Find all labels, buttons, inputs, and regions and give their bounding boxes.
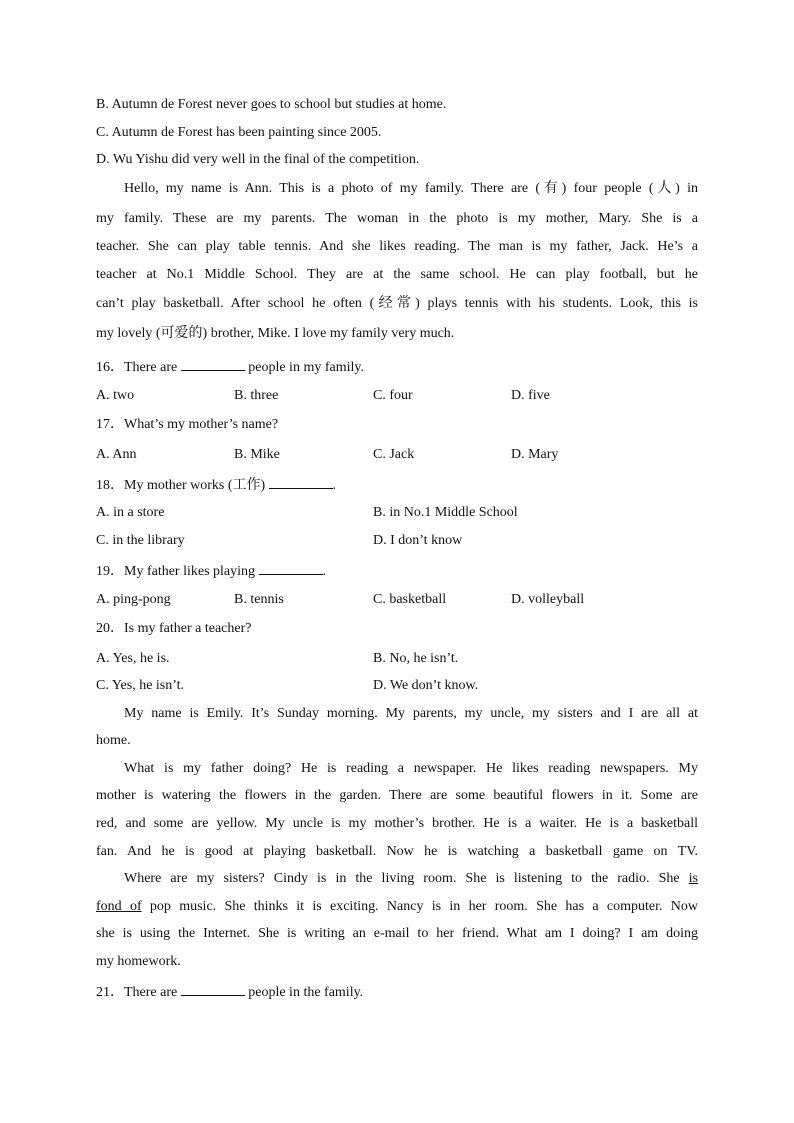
- question-18: [96, 475, 698, 495]
- option-a: A. Yes, he is.: [96, 651, 170, 666]
- answer-blank[interactable]: [259, 561, 323, 575]
- option-c: C. Jack: [373, 447, 415, 462]
- answer-blank[interactable]: [181, 357, 245, 371]
- question-text: people in my family.: [244, 360, 364, 375]
- question-number: 20．: [96, 621, 124, 636]
- passage1-line: teacher at No.1 Middle School. They are at the same school. He can play football, but he: [96, 267, 698, 282]
- option-b: B. tennis: [234, 592, 284, 607]
- question-text: .: [332, 478, 337, 493]
- question-number: 19．: [96, 564, 124, 579]
- option-b: B. No, he isn’t.: [373, 651, 459, 666]
- underlined-phrase: is: [688, 871, 698, 886]
- passage2-line: she is using the Internet. She is writing an e-mail to her friend. What am I doing? I am doing: [96, 926, 698, 941]
- question-text: My father likes playing: [124, 564, 259, 579]
- option-d: D. I don’t know: [373, 533, 463, 548]
- option-a: A. ping-pong: [96, 592, 171, 607]
- passage2-line: What is my father doing? He is reading a newspaper. He likes reading newspapers. My: [124, 761, 698, 776]
- question-number: 16．: [96, 360, 124, 375]
- option-b: B. three: [234, 388, 279, 403]
- option-a: A. Ann: [96, 447, 137, 462]
- option-a: A. in a store: [96, 505, 165, 520]
- question-16: [96, 357, 698, 377]
- option-b: B. in No.1 Middle School: [373, 505, 518, 520]
- option-a: A. two: [96, 388, 135, 403]
- passage2-line: [124, 870, 698, 888]
- option-d: D. volleyball: [511, 592, 585, 607]
- option-d: D. five: [511, 388, 550, 403]
- option-d: D. We don’t know.: [373, 678, 479, 693]
- question-19: [96, 561, 698, 581]
- question-text: people in the family.: [244, 985, 364, 1000]
- prev-option-b: B. Autumn de Forest never goes to school but studies at home.: [96, 97, 447, 112]
- question-number: 17．: [96, 417, 124, 432]
- question-text: What’s my mother’s name?: [124, 417, 279, 432]
- question-20: [96, 620, 698, 638]
- question-21: [96, 982, 698, 1002]
- passage1-line: can’t play basketball. After school he often (经常) plays tennis with his students. Look, this is: [96, 296, 698, 311]
- passage1-line: Hello, my name is Ann. This is a photo of my family. There are (有) four people (人) in: [124, 181, 698, 196]
- question-text: Is my father a teacher?: [124, 621, 252, 636]
- prev-option-c: C. Autumn de Forest has been painting since 2005.: [96, 125, 382, 140]
- option-c: C. Yes, he isn’t.: [96, 678, 185, 693]
- answer-blank[interactable]: [269, 475, 333, 489]
- option-c: C. basketball: [373, 592, 447, 607]
- option-c: C. in the library: [96, 533, 185, 548]
- question-text: .: [322, 564, 327, 579]
- underlined-phrase: fond of: [96, 899, 142, 914]
- option-b: B. Mike: [234, 447, 280, 462]
- question-number: 18．: [96, 478, 124, 493]
- question-text: There are: [124, 360, 181, 375]
- passage2-line: my homework.: [96, 954, 181, 969]
- passage1-line: teacher. She can play table tennis. And she likes reading. The man is my father, Jack. He’s a: [96, 239, 698, 254]
- passage2-line: My name is Emily. It’s Sunday morning. My parents, my uncle, my sisters and I are all at: [124, 706, 698, 721]
- passage2-line: [96, 898, 698, 916]
- passage-text: Where are my sisters? Cindy is in the living room. She is listening to the radio. She: [124, 871, 689, 886]
- passage2-line: red, and some are yellow. My uncle is my mother’s brother. He is a waiter. He is a basketball: [96, 816, 698, 831]
- question-text: There are: [124, 985, 181, 1000]
- passage2-line: fan. And he is good at playing basketball. Now he is watching a basketball game on TV.: [96, 844, 698, 859]
- passage2-line: mother is watering the flowers in the garden. There are some beautiful flowers in it. Some are: [96, 788, 698, 803]
- passage-text: pop music. She thinks it is exciting. Nancy is in her room. She has a computer. Now: [141, 899, 698, 914]
- question-17: [96, 416, 698, 434]
- passage2-line: home.: [96, 733, 131, 748]
- prev-option-d: D. Wu Yishu did very well in the final of the competition.: [96, 152, 420, 167]
- passage1-line: my lovely (可爱的) brother, Mike. I love my family very much.: [96, 326, 455, 341]
- answer-blank[interactable]: [181, 982, 245, 996]
- option-c: C. four: [373, 388, 413, 403]
- question-number: 21．: [96, 985, 124, 1000]
- option-d: D. Mary: [511, 447, 559, 462]
- passage1-line: my family. These are my parents. The woman in the photo is my mother, Mary. She is a: [96, 211, 698, 226]
- question-text: My mother works (工作): [124, 478, 269, 493]
